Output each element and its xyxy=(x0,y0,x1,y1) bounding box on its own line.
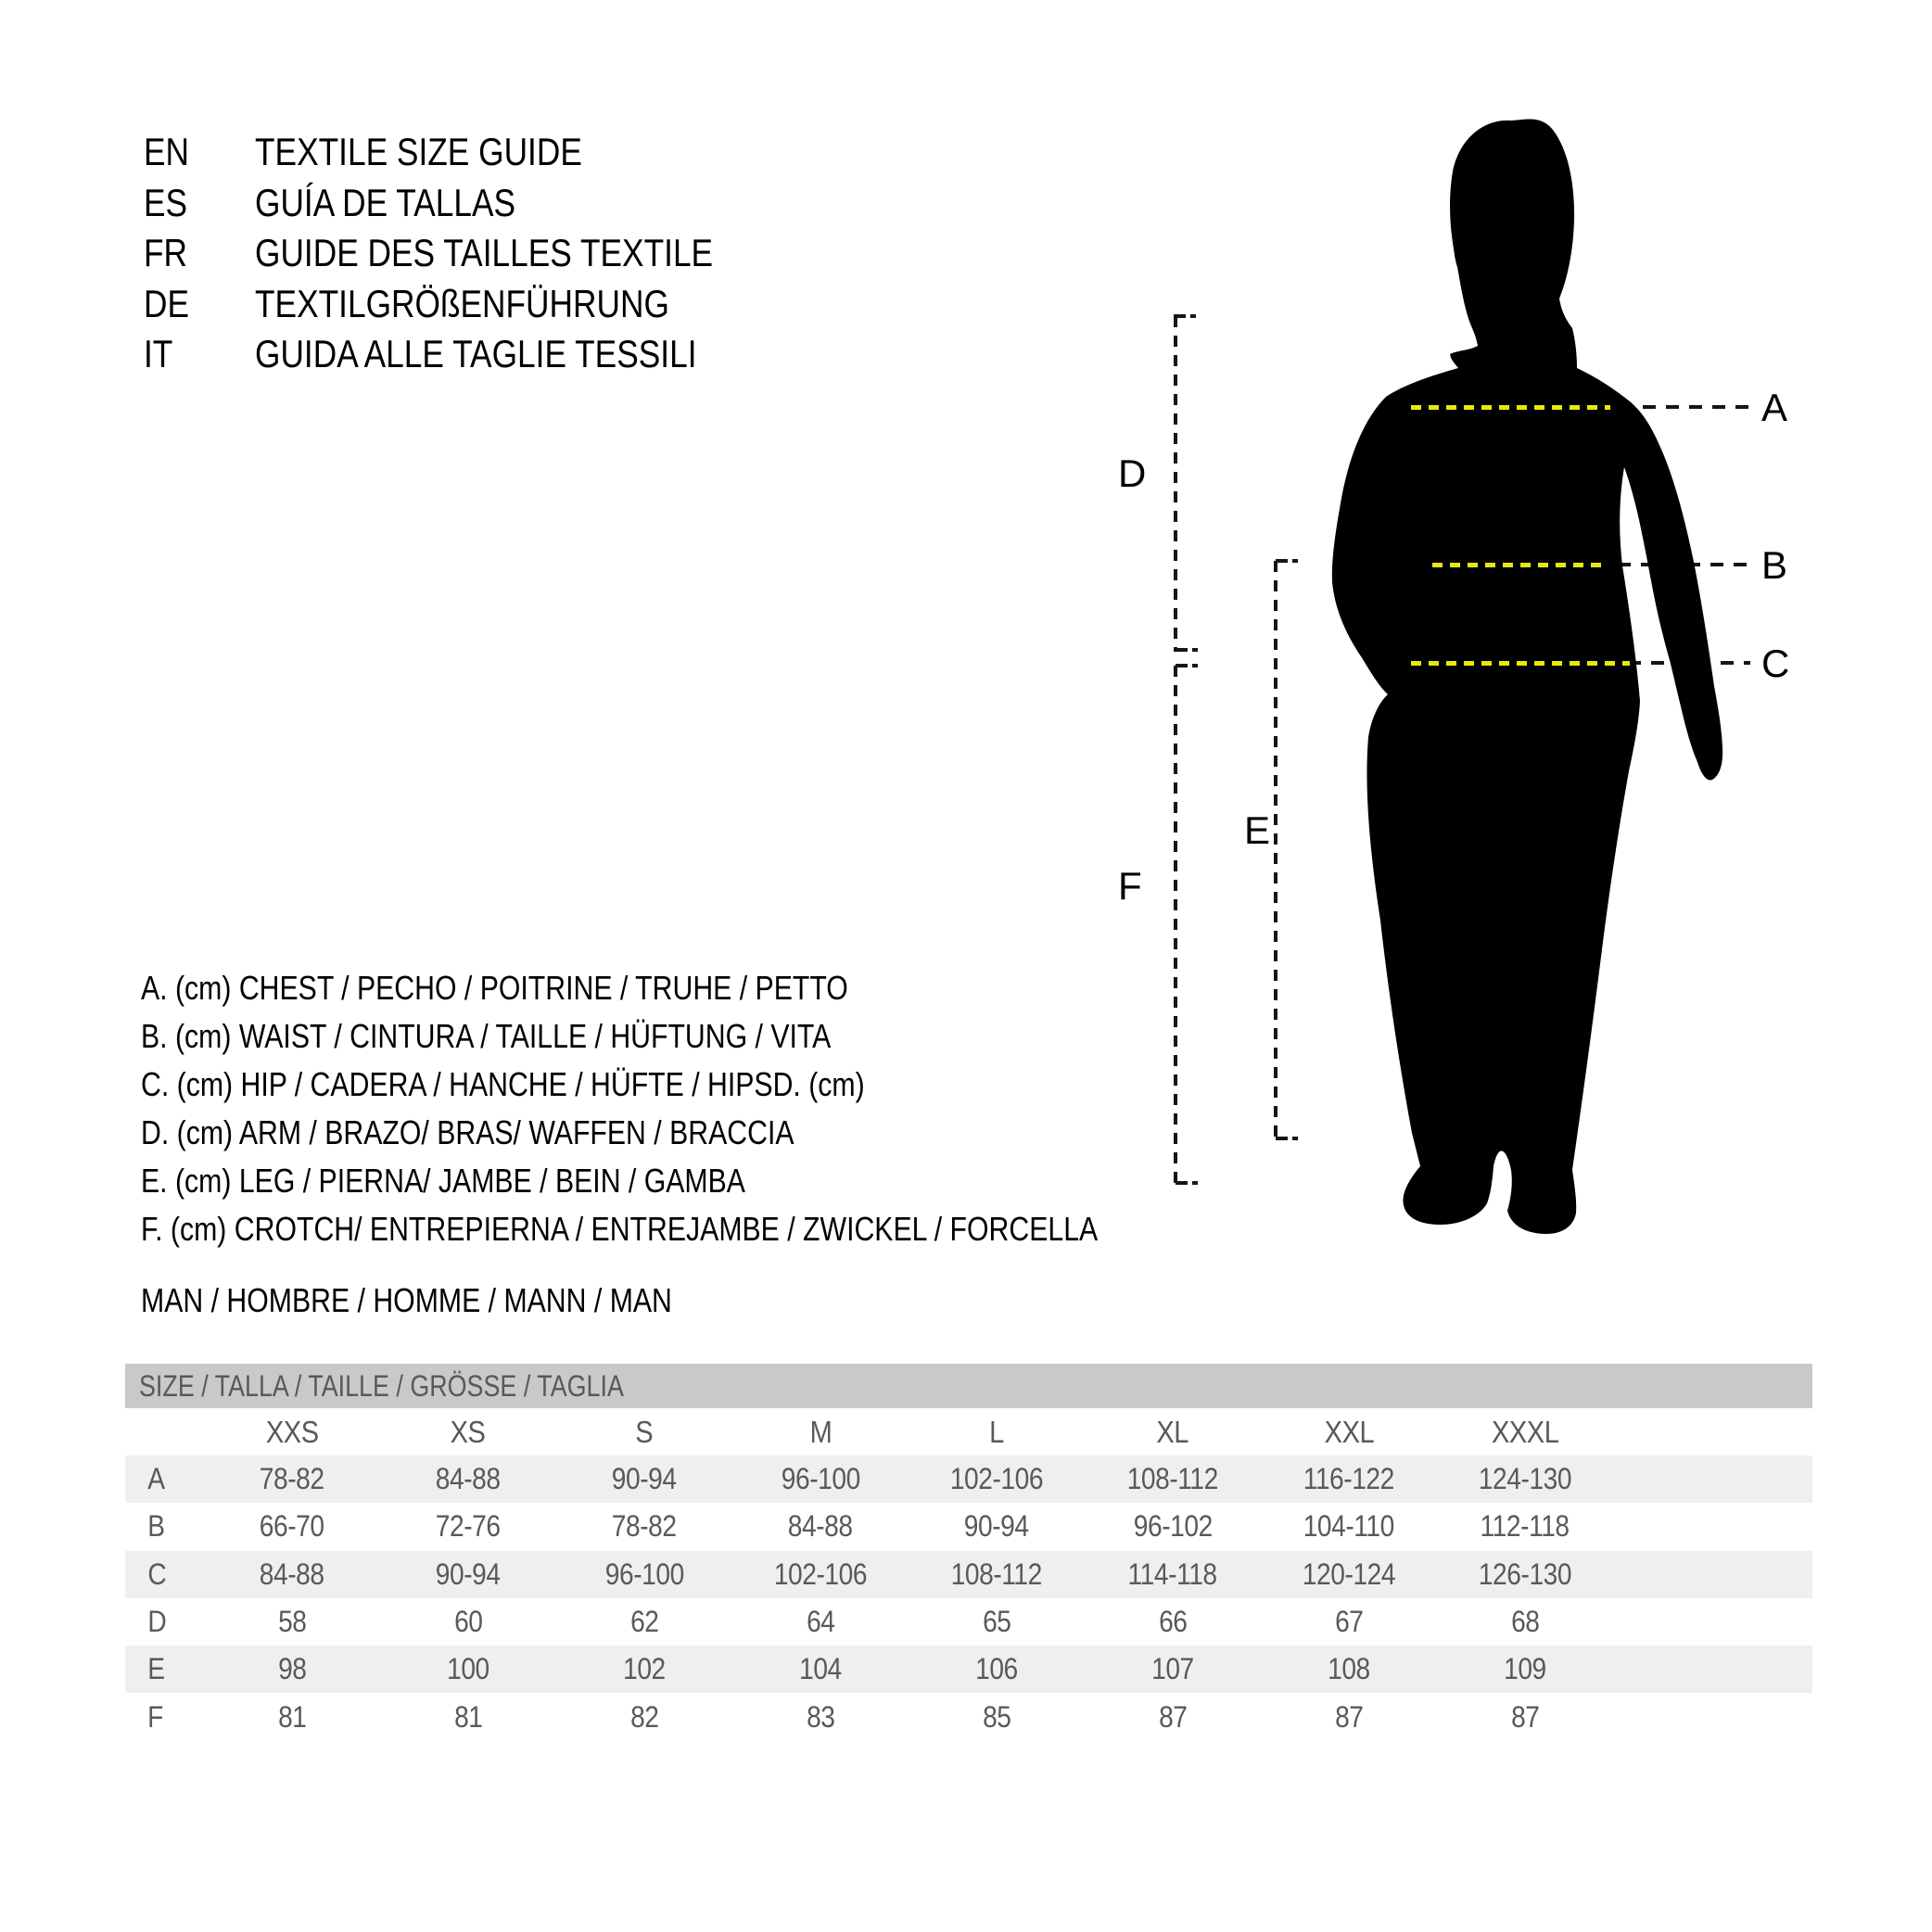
table-row-label-text: D xyxy=(147,1605,167,1639)
table-cell-text: 100 xyxy=(447,1652,489,1686)
leg-measure-bottom-tick xyxy=(1276,1137,1298,1140)
arm-measure-line xyxy=(1174,316,1177,652)
language-title-text: TEXTILE SIZE GUIDE xyxy=(255,130,582,173)
table-cell-text: 98 xyxy=(277,1652,307,1686)
table-cell xyxy=(1261,1509,1437,1544)
legend-line xyxy=(141,1061,1280,1109)
legend-line xyxy=(141,1157,1280,1205)
table-cell xyxy=(909,1700,1085,1735)
table-cell-text: 108-112 xyxy=(1126,1462,1219,1496)
table-cell-text: 90-94 xyxy=(612,1462,677,1496)
table-cell-text: 90-94 xyxy=(964,1509,1029,1544)
table-cell-text: 116-122 xyxy=(1303,1462,1395,1496)
size-table-title-bar xyxy=(125,1364,1812,1408)
language-title-text: GUIDE DES TAILLES TEXTILE xyxy=(255,231,714,274)
leg-measure-line xyxy=(1274,561,1277,1138)
table-cell-text: 78-82 xyxy=(612,1509,677,1544)
table-cell xyxy=(732,1700,909,1735)
table-cell xyxy=(380,1652,556,1686)
table-cell-text: 72-76 xyxy=(436,1509,501,1544)
table-cell-text: 106 xyxy=(975,1652,1018,1686)
table-cell-text: 90-94 xyxy=(436,1557,501,1591)
table-cell xyxy=(1085,1700,1261,1735)
language-code-text: EN xyxy=(144,130,190,173)
table-row-label-text: C xyxy=(147,1557,167,1591)
table-row-label-text: A xyxy=(147,1462,165,1496)
gender-line xyxy=(141,1277,773,1325)
table-cell xyxy=(556,1652,732,1686)
table-cell-text: 66 xyxy=(1158,1605,1188,1639)
language-title xyxy=(255,279,800,330)
table-cell-text: 62 xyxy=(629,1605,659,1639)
language-code-column xyxy=(144,127,197,380)
size-column-header-text: M xyxy=(809,1414,832,1449)
table-row-label xyxy=(125,1462,204,1496)
table-cell xyxy=(909,1509,1085,1544)
table-row xyxy=(125,1646,1812,1693)
table-cell xyxy=(1261,1605,1437,1639)
language-code xyxy=(144,279,197,330)
legend-line xyxy=(141,964,1280,1012)
table-cell xyxy=(1261,1700,1437,1735)
size-column-header xyxy=(380,1415,556,1450)
size-column-header xyxy=(1437,1415,1613,1450)
chest-dash-yellow xyxy=(1411,405,1610,410)
measurement-legend xyxy=(141,964,1280,1253)
table-row xyxy=(125,1693,1812,1740)
table-row-label-text: B xyxy=(147,1509,165,1544)
table-cell-text: 65 xyxy=(982,1605,1011,1639)
label-hip-C: C xyxy=(1761,642,1790,686)
table-cell-text: 104-110 xyxy=(1303,1509,1395,1544)
table-row-label xyxy=(125,1652,204,1686)
size-column-header xyxy=(556,1415,732,1450)
arm-measure-top-tick xyxy=(1174,314,1196,318)
size-column-header xyxy=(1261,1415,1437,1450)
table-cell-text: 84-88 xyxy=(260,1557,324,1591)
table-cell xyxy=(556,1509,732,1544)
table-cell xyxy=(909,1652,1085,1686)
table-cell-text: 102 xyxy=(623,1652,666,1686)
table-cell xyxy=(380,1700,556,1735)
language-code xyxy=(144,127,197,178)
table-cell xyxy=(732,1652,909,1686)
table-cell-text: 114-118 xyxy=(1127,1557,1218,1591)
arm-measure-bottom-tick xyxy=(1176,648,1198,652)
language-code-text: ES xyxy=(144,180,188,224)
table-cell-text: 87 xyxy=(1334,1699,1364,1734)
table-cell-text: 112-118 xyxy=(1480,1509,1570,1544)
table-cell xyxy=(732,1605,909,1639)
language-title-column xyxy=(255,127,800,380)
table-cell xyxy=(1437,1652,1613,1686)
size-column-header-text: XL xyxy=(1156,1414,1189,1449)
table-cell-text: 102-106 xyxy=(773,1557,868,1591)
label-chest-A: A xyxy=(1761,386,1788,430)
table-cell-text: 102-106 xyxy=(949,1462,1044,1496)
table-cell xyxy=(204,1462,380,1496)
size-column-header-text: XXXL xyxy=(1491,1414,1559,1449)
table-cell-text: 104 xyxy=(799,1652,842,1686)
table-cell-text: 120-124 xyxy=(1302,1557,1396,1591)
table-cell xyxy=(1261,1557,1437,1592)
legend-line-text: A. (cm) CHEST / PECHO / POITRINE / TRUHE / PETTO xyxy=(141,969,848,1007)
table-cell xyxy=(380,1462,556,1496)
table-cell xyxy=(732,1462,909,1496)
table-cell xyxy=(204,1509,380,1544)
language-code xyxy=(144,329,197,380)
label-leg-E: E xyxy=(1244,808,1271,853)
table-cell-text: 96-102 xyxy=(1133,1509,1213,1544)
language-title-text: GUÍA DE TALLAS xyxy=(255,180,516,224)
size-table-body xyxy=(125,1455,1812,1741)
crotch-measure-bottom-tick xyxy=(1176,1181,1198,1185)
table-cell xyxy=(380,1557,556,1592)
table-cell xyxy=(380,1605,556,1639)
table-cell-text: 108 xyxy=(1328,1652,1370,1686)
table-row xyxy=(125,1551,1812,1598)
language-code-text: IT xyxy=(144,332,173,375)
language-code-text: FR xyxy=(144,231,188,274)
table-cell-text: 124-130 xyxy=(1478,1462,1572,1496)
size-column-header-text: XXS xyxy=(265,1414,319,1449)
legend-line-text: D. (cm) ARM / BRAZO/ BRAS/ WAFFEN / BRACCIA xyxy=(141,1113,794,1151)
table-cell xyxy=(1085,1605,1261,1639)
table-cell xyxy=(556,1605,732,1639)
table-cell xyxy=(1085,1509,1261,1544)
legend-line-text: B. (cm) WAIST / CINTURA / TAILLE / HÜFTUNG / VITA xyxy=(141,1017,832,1055)
table-row-label xyxy=(125,1700,204,1735)
table-cell-text: 67 xyxy=(1334,1605,1364,1639)
crotch-measure-line xyxy=(1174,666,1177,1185)
table-cell-text: 68 xyxy=(1510,1605,1540,1639)
table-cell xyxy=(1437,1462,1613,1496)
legend-line-text: E. (cm) LEG / PIERNA/ JAMBE / BEIN / GAMBA xyxy=(141,1162,745,1200)
legend-line xyxy=(141,1012,1280,1061)
size-column-header xyxy=(204,1415,380,1450)
table-cell xyxy=(204,1700,380,1735)
legend-line-text: F. (cm) CROTCH/ ENTREPIERNA / ENTREJAMBE / ZWICKEL / FORCELLA xyxy=(141,1210,1099,1248)
size-table-title: SIZE / TALLA / TAILLE / GRÖSSE / TAGLIA xyxy=(139,1368,624,1403)
table-cell-text: 87 xyxy=(1510,1699,1540,1734)
table-cell xyxy=(204,1652,380,1686)
table-cell xyxy=(1261,1652,1437,1686)
language-code-text: DE xyxy=(144,281,190,325)
table-cell xyxy=(1085,1557,1261,1592)
table-cell xyxy=(204,1605,380,1639)
size-column-header xyxy=(1085,1415,1261,1450)
size-column-header xyxy=(732,1415,909,1450)
language-title-text: GUIDA ALLE TAGLIE TESSILI xyxy=(255,332,697,375)
table-cell xyxy=(1437,1605,1613,1639)
table-cell-text: 58 xyxy=(277,1605,307,1639)
table-cell xyxy=(1085,1652,1261,1686)
label-arm-D: D xyxy=(1118,451,1147,496)
size-column-header xyxy=(909,1415,1085,1450)
size-column-header-text: XS xyxy=(451,1414,486,1449)
gender-line-text: MAN / HOMBRE / HOMME / MANN / MAN xyxy=(141,1281,672,1319)
language-code xyxy=(144,178,197,229)
table-cell-text: 81 xyxy=(277,1699,307,1734)
label-crotch-F: F xyxy=(1118,864,1142,909)
table-cell-text: 107 xyxy=(1151,1652,1194,1686)
table-cell xyxy=(1085,1462,1261,1496)
man-silhouette xyxy=(1321,88,1757,1247)
size-table xyxy=(125,1364,1812,1741)
language-code xyxy=(144,228,197,279)
table-cell xyxy=(1437,1700,1613,1735)
table-row-label-text: E xyxy=(147,1652,165,1686)
table-cell-text: 87 xyxy=(1158,1699,1188,1734)
table-cell xyxy=(204,1557,380,1592)
crotch-measure-top-tick xyxy=(1176,664,1198,667)
table-cell-text: 109 xyxy=(1504,1652,1546,1686)
table-cell-text: 81 xyxy=(453,1699,483,1734)
table-cell xyxy=(556,1557,732,1592)
table-cell xyxy=(909,1462,1085,1496)
waist-dash-yellow xyxy=(1432,563,1608,567)
legend-line-text: C. (cm) HIP / CADERA / HANCHE / HÜFTE / HIPSD. (cm) xyxy=(141,1065,865,1103)
table-cell-text: 60 xyxy=(453,1605,483,1639)
table-row-label xyxy=(125,1557,204,1592)
table-cell-text: 85 xyxy=(982,1699,1011,1734)
table-cell-text: 84-88 xyxy=(788,1509,853,1544)
size-column-header-text: XXL xyxy=(1324,1414,1374,1449)
size-column-header-text: L xyxy=(989,1414,1004,1449)
language-title-text: TEXTILGRÖßENFÜHRUNG xyxy=(255,281,669,325)
table-row xyxy=(125,1455,1812,1503)
table-cell xyxy=(556,1700,732,1735)
leg-measure-top-tick xyxy=(1276,559,1298,563)
table-cell-text: 82 xyxy=(629,1699,659,1734)
table-row-label xyxy=(125,1509,204,1544)
table-cell-text: 108-112 xyxy=(950,1557,1043,1591)
table-cell xyxy=(380,1509,556,1544)
table-cell-text: 64 xyxy=(806,1605,835,1639)
language-title xyxy=(255,228,800,279)
table-cell xyxy=(732,1509,909,1544)
table-cell-text: 66-70 xyxy=(260,1509,324,1544)
table-row xyxy=(125,1503,1812,1550)
table-cell xyxy=(1437,1509,1613,1544)
table-cell xyxy=(909,1557,1085,1592)
language-title xyxy=(255,329,800,380)
table-cell xyxy=(556,1462,732,1496)
table-cell xyxy=(909,1605,1085,1639)
table-cell-text: 83 xyxy=(806,1699,835,1734)
legend-line xyxy=(141,1109,1280,1157)
language-title xyxy=(255,178,800,229)
language-title xyxy=(255,127,800,178)
hip-dash-yellow xyxy=(1411,661,1630,666)
table-cell-text: 96-100 xyxy=(604,1557,684,1591)
table-row xyxy=(125,1598,1812,1646)
legend-line xyxy=(141,1205,1280,1253)
table-row-label-text: F xyxy=(147,1699,163,1734)
table-row-label xyxy=(125,1605,204,1639)
table-cell-text: 96-100 xyxy=(781,1462,860,1496)
table-cell-text: 78-82 xyxy=(260,1462,324,1496)
table-cell-text: 126-130 xyxy=(1478,1557,1572,1591)
table-cell xyxy=(1437,1557,1613,1592)
size-header-row xyxy=(125,1408,1812,1455)
label-waist-B: B xyxy=(1761,543,1788,588)
table-cell xyxy=(732,1557,909,1592)
table-cell-text: 84-88 xyxy=(436,1462,501,1496)
table-cell xyxy=(1261,1462,1437,1496)
size-column-header-text: S xyxy=(635,1414,654,1449)
